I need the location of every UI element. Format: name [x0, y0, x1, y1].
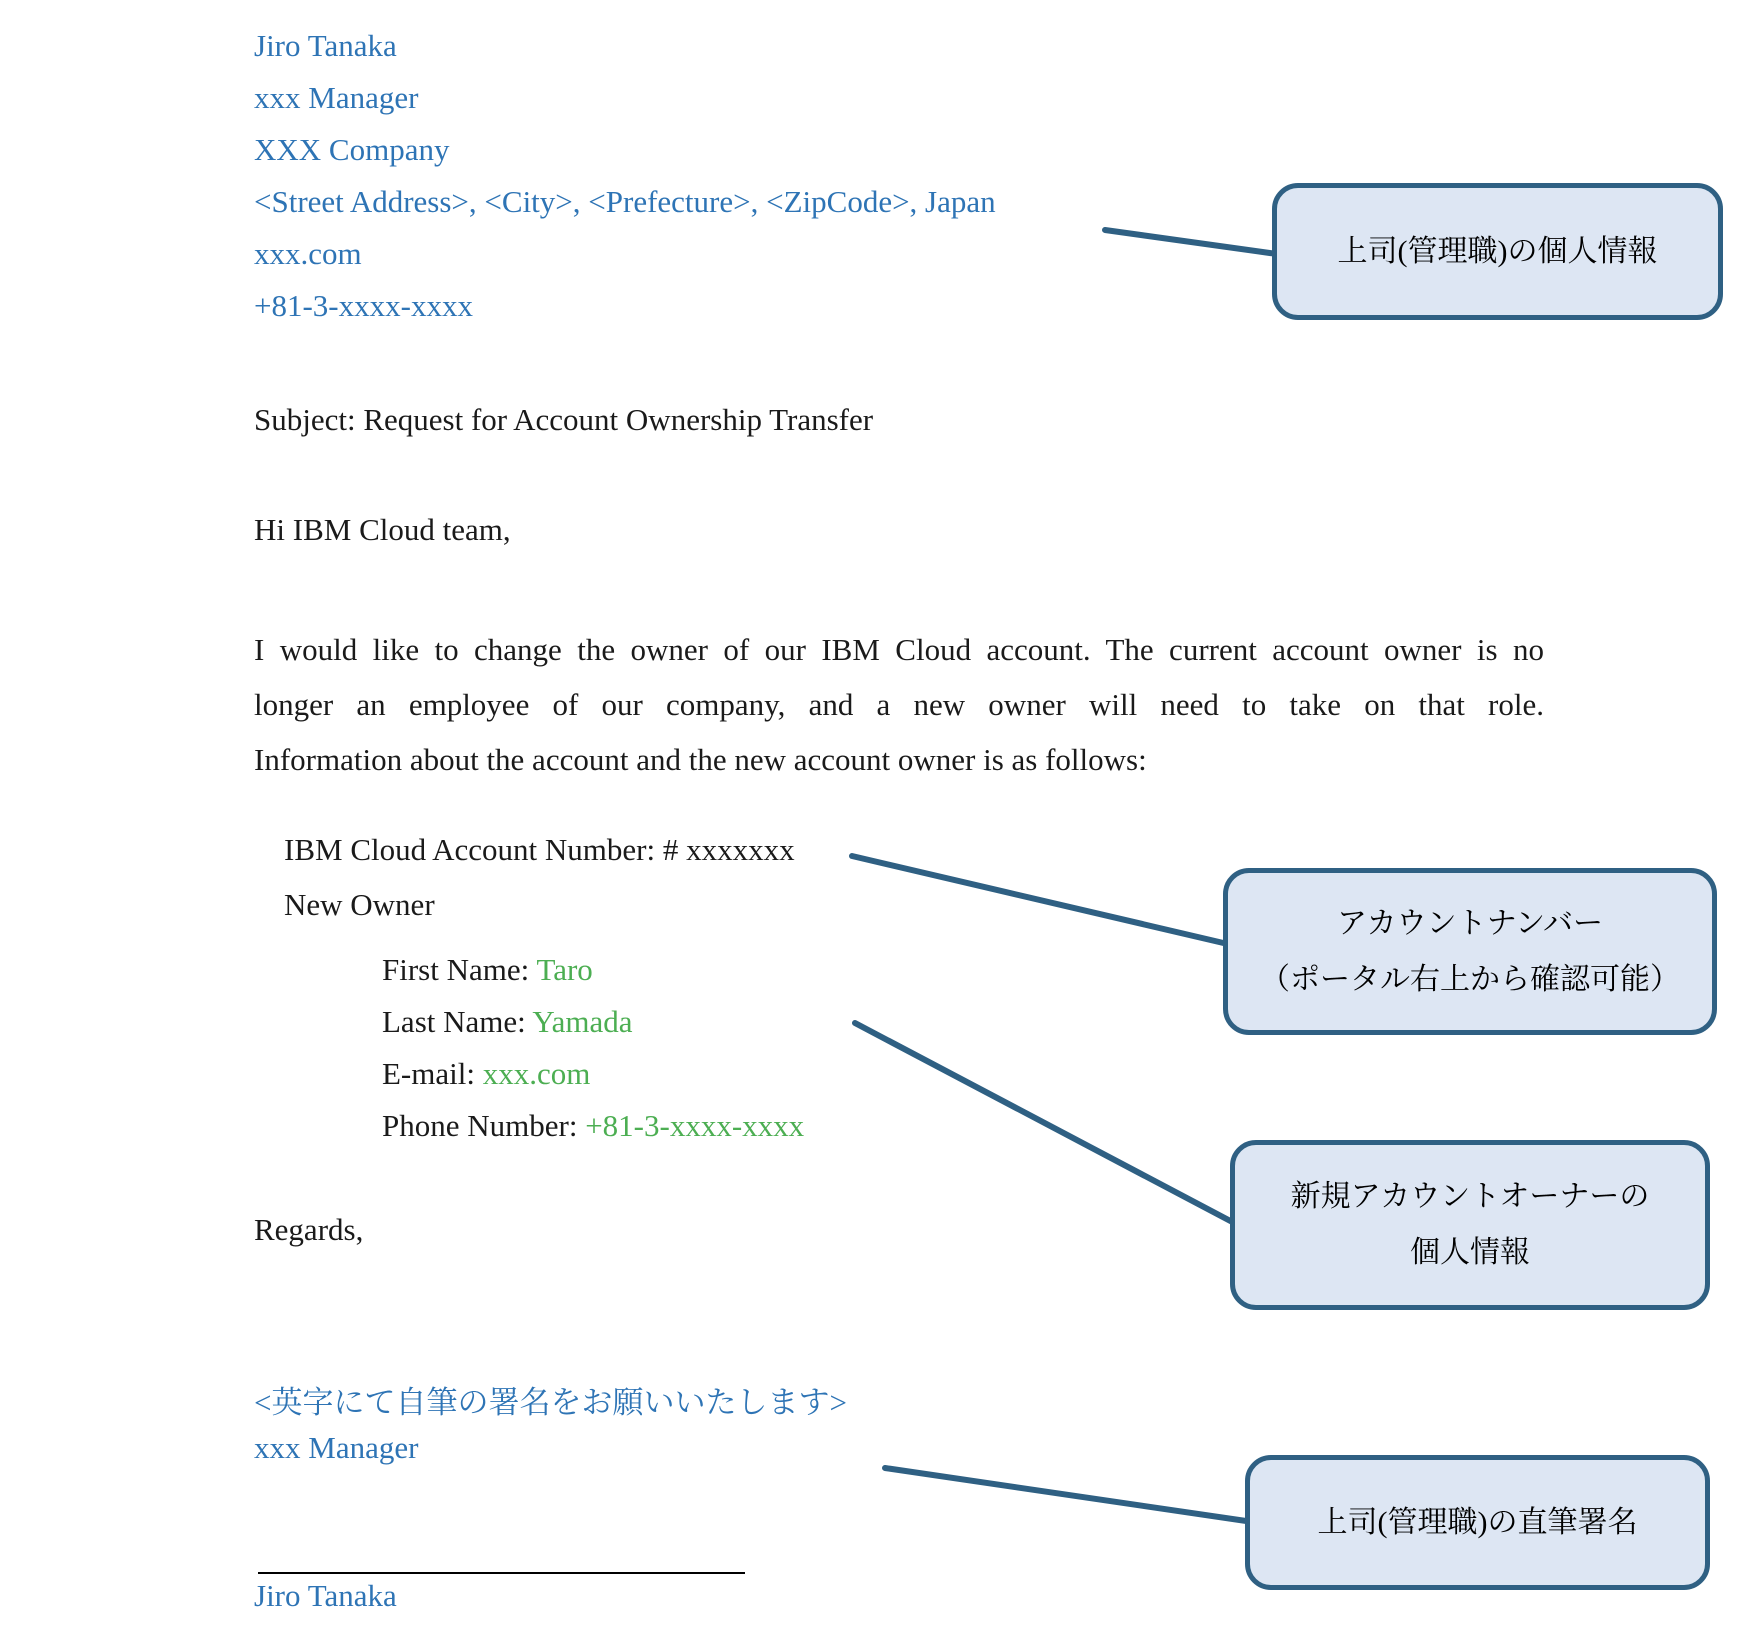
last-name-value: Yamada: [532, 1004, 633, 1039]
body-line-1: I would like to change the owner of our IBM Cloud account. The current account owner is no: [254, 632, 1544, 667]
sender-company: XXX Company: [254, 132, 450, 167]
signature-title: xxx Manager: [254, 1430, 419, 1465]
salutation: Hi IBM Cloud team,: [254, 512, 511, 547]
first-name-label: First Name:: [382, 952, 530, 987]
signature-instruction-note: <英字にて自筆の署名をお願いいたします>: [254, 1385, 847, 1420]
closing: Regards,: [254, 1212, 364, 1247]
body-line-3: Information about the account and the new account owner is as follows:: [254, 742, 1147, 777]
account-number-value: # xxxxxxx: [662, 832, 795, 867]
callout-new-owner-text-line1: 新規アカウントオーナーの: [1290, 1180, 1650, 1213]
callout-new-owner-text-line2: 個人情報: [1410, 1236, 1530, 1269]
account-number-label: IBM Cloud Account Number:: [284, 832, 656, 867]
first-name-value: Taro: [536, 952, 593, 987]
callout-new-owner-personal-info: [1230, 1140, 1710, 1310]
email-value: xxx.com: [482, 1056, 591, 1091]
email-label: E-mail:: [382, 1056, 475, 1091]
connector-line-manager-signature: [885, 1468, 1253, 1522]
sender-title: xxx Manager: [254, 80, 419, 115]
callout-account-number-text-line2: （ポータル右上から確認可能）: [1260, 962, 1680, 996]
callout-manager-handwritten-signature: [1245, 1455, 1710, 1590]
phone-value: +81-3-xxxx-xxxx: [585, 1108, 805, 1143]
callout-manager-personal-info-text: 上司(管理職)の個人情報: [1337, 234, 1658, 268]
sender-phone: +81-3-xxxx-xxxx: [254, 288, 473, 323]
body-line-2: longer an employee of our company, and a new owner will need to take on that role.: [254, 687, 1544, 722]
last-name-label: Last Name:: [382, 1004, 526, 1039]
connector-line-manager-info: [1105, 230, 1277, 254]
new-owner-heading: New Owner: [284, 887, 435, 922]
connector-line-new-owner-info: [855, 1023, 1238, 1225]
callout-account-number: [1223, 868, 1717, 1035]
subject-line: Subject: Request for Account Ownership Transfer: [254, 402, 874, 437]
sender-address: <Street Address>, <City>, <Prefecture>, <ZipCode>, Japan: [254, 184, 996, 219]
callout-account-number-text-line1: アカウントナンバー: [1336, 906, 1604, 940]
sender-email: xxx.com: [254, 236, 362, 271]
callout-manager-personal-info: [1272, 183, 1723, 320]
sender-name: Jiro Tanaka: [254, 28, 397, 63]
callout-manager-signature-text: 上司(管理職)の直筆署名: [1317, 1505, 1638, 1539]
connector-line-account-number: [852, 856, 1232, 945]
signature-name: Jiro Tanaka: [254, 1578, 397, 1613]
phone-label: Phone Number:: [382, 1108, 578, 1143]
